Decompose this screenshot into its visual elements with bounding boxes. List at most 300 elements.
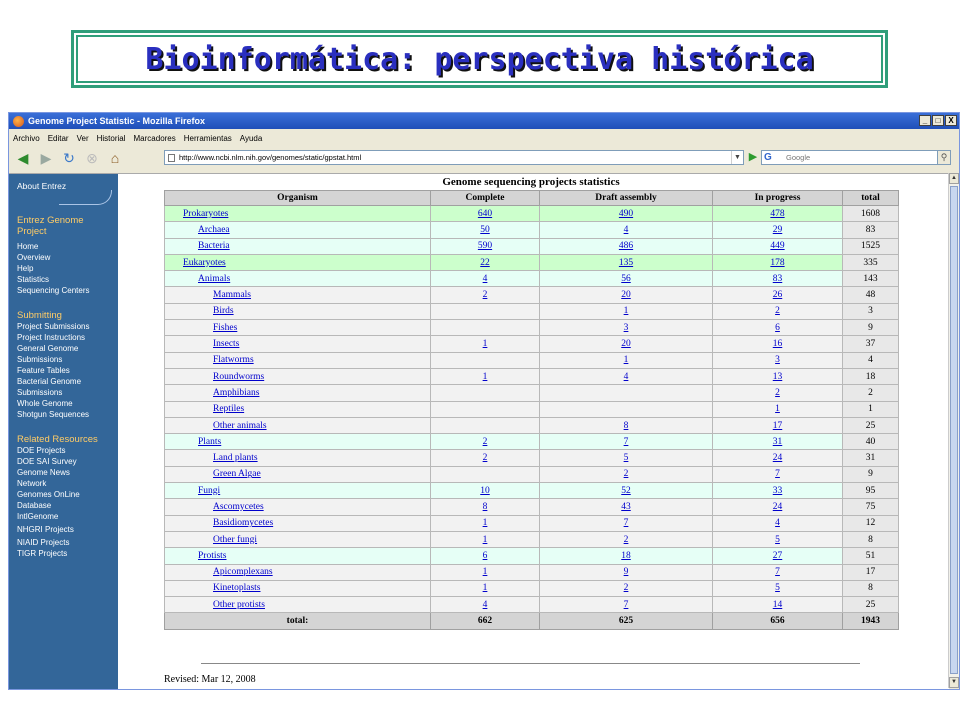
draft-link[interactable]: 490 [618, 208, 634, 219]
complete-cell [431, 254, 540, 270]
draft-link[interactable]: 7 [623, 518, 629, 529]
draft-cell [540, 483, 713, 499]
complete-link[interactable]: 22 [480, 257, 490, 268]
table-row [165, 531, 899, 547]
sidebar-item-intlgenome[interactable]: IntlGenome [17, 512, 59, 521]
table-row [165, 434, 899, 450]
complete-cell [431, 287, 540, 303]
header-in-progress: In progress [713, 191, 843, 206]
draft-cell [540, 385, 713, 401]
organism-cell [165, 531, 431, 547]
organism-link[interactable]: Ascomycetes [213, 501, 264, 512]
draft-cell [540, 303, 713, 319]
complete-cell [431, 401, 540, 417]
draft-cell [540, 450, 713, 466]
organism-cell [165, 548, 431, 564]
organism-cell [165, 206, 431, 222]
table-row [165, 548, 899, 564]
sidebar-item-sequencing-centers[interactable]: Sequencing Centers [17, 286, 90, 295]
complete-link[interactable]: 640 [477, 208, 493, 219]
sidebar-item-niaid-projects[interactable]: NIAID Projects [17, 538, 70, 547]
organism-link[interactable]: Land plants [213, 453, 258, 464]
progress-cell [713, 434, 843, 450]
complete-cell [431, 238, 540, 254]
scroll-down-icon[interactable]: ▼ [949, 677, 959, 688]
organism-link[interactable]: Archaea [198, 224, 230, 235]
sidebar-heading-submitting: Submitting [17, 310, 62, 321]
progress-link[interactable]: 449 [770, 241, 785, 252]
close-button[interactable]: X [945, 115, 957, 126]
menu-historial[interactable]: Historial [96, 133, 126, 143]
sidebar-item-doe-sai-survey[interactable]: DOE SAI Survey [17, 457, 77, 466]
progress-cell [713, 222, 843, 238]
header-organism: Organism [165, 191, 431, 206]
complete-cell [431, 271, 540, 287]
stop-icon[interactable]: ⊗ [86, 149, 98, 166]
menu-ayuda[interactable]: Ayuda [239, 133, 263, 143]
progress-link[interactable]: 13 [772, 371, 783, 382]
progress-cell [713, 287, 843, 303]
draft-link[interactable]: 1 [623, 306, 629, 317]
organism-link[interactable]: Apicomplexans [213, 567, 273, 578]
complete-cell [431, 222, 540, 238]
sidebar-item-overview[interactable]: Overview [17, 253, 51, 262]
reload-icon[interactable]: ↻ [63, 149, 75, 166]
total-progress: 656 [713, 613, 843, 629]
organism-cell [165, 254, 431, 270]
sidebar-item-network[interactable]: Network [17, 479, 47, 488]
total-cell: 1 [843, 401, 899, 417]
draft-link[interactable]: 43 [621, 501, 631, 512]
complete-link[interactable]: 1 [482, 534, 488, 545]
complete-link[interactable]: 590 [477, 241, 493, 252]
progress-cell [713, 320, 843, 336]
organism-cell [165, 222, 431, 238]
google-logo-icon[interactable]: G [764, 152, 772, 163]
complete-link[interactable]: 4 [482, 273, 488, 284]
organism-cell [165, 368, 431, 384]
complete-cell [431, 580, 540, 596]
minimize-button[interactable]: _ [919, 115, 931, 126]
draft-cell [540, 548, 713, 564]
draft-cell [540, 515, 713, 531]
total-cell: 17 [843, 564, 899, 580]
total-cell: 95 [843, 483, 899, 499]
progress-cell [713, 368, 843, 384]
menu-ver[interactable]: Ver [76, 133, 89, 143]
organism-link[interactable]: Other animals [213, 420, 267, 431]
organism-link[interactable]: Fungi [198, 485, 221, 496]
url-text: http://www.ncbi.nlm.nih.gov/genomes/static/gpstat.html [179, 153, 362, 162]
organism-cell [165, 450, 431, 466]
progress-link[interactable]: 33 [772, 485, 783, 496]
complete-cell [431, 434, 540, 450]
draft-cell [540, 320, 713, 336]
organism-cell [165, 401, 431, 417]
organism-cell [165, 287, 431, 303]
progress-cell [713, 401, 843, 417]
progress-link[interactable]: 14 [772, 599, 783, 610]
progress-cell [713, 597, 843, 613]
draft-link[interactable]: 3 [623, 322, 629, 333]
draft-link[interactable]: 486 [618, 241, 634, 252]
organism-link[interactable]: Green Algae [213, 469, 261, 480]
complete-link[interactable]: 4 [482, 599, 488, 610]
title-bar [9, 113, 959, 129]
table-header-row [165, 191, 899, 206]
total-cell: 2 [843, 385, 899, 401]
header-complete: Complete [431, 191, 540, 206]
complete-link[interactable]: 50 [480, 224, 490, 235]
progress-link[interactable]: 29 [772, 224, 783, 235]
search-placeholder: Google [786, 153, 811, 162]
progress-cell [713, 483, 843, 499]
total-cell: 18 [843, 368, 899, 384]
complete-cell [431, 320, 540, 336]
progress-link[interactable]: 31 [772, 436, 783, 447]
organism-cell [165, 466, 431, 482]
complete-link[interactable]: 1 [482, 567, 488, 578]
sidebar-item-project-instructions[interactable]: Project Instructions [17, 333, 86, 342]
progress-link[interactable]: 2 [775, 306, 780, 317]
organism-link[interactable]: Mammals [213, 290, 251, 301]
draft-cell [540, 434, 713, 450]
table-row [165, 417, 899, 433]
total-complete: 662 [431, 613, 540, 629]
vertical-scrollbar[interactable] [948, 173, 959, 688]
progress-link[interactable]: 3 [775, 355, 780, 366]
draft-cell [540, 368, 713, 384]
home-icon[interactable]: ⌂ [110, 150, 120, 166]
progress-link[interactable]: 178 [770, 257, 785, 268]
draft-cell [540, 238, 713, 254]
organism-cell [165, 564, 431, 580]
back-arrow-icon[interactable]: ◀ [17, 149, 29, 166]
complete-link[interactable]: 1 [482, 339, 488, 350]
progress-cell [713, 303, 843, 319]
draft-link[interactable]: 4 [623, 371, 629, 382]
total-cell: 12 [843, 515, 899, 531]
organism-link[interactable]: Prokaryotes [183, 208, 229, 219]
sidebar-item-bacterial-submissions[interactable]: Submissions [17, 388, 63, 397]
url-input[interactable] [164, 150, 744, 165]
total-cell: 3 [843, 303, 899, 319]
progress-link[interactable]: 26 [772, 290, 783, 301]
sidebar-item-general-genome[interactable]: General Genome [17, 344, 79, 353]
draft-link[interactable]: 135 [618, 257, 634, 268]
total-draft: 625 [540, 613, 713, 629]
organism-cell [165, 417, 431, 433]
total-cell: 9 [843, 466, 899, 482]
organism-cell [165, 352, 431, 368]
sidebar-item-whole-genome[interactable]: Whole Genome [17, 399, 73, 408]
total-cell: 8 [843, 580, 899, 596]
draft-link[interactable]: 7 [623, 599, 629, 610]
draft-cell [540, 597, 713, 613]
sidebar-item-genome-news[interactable]: Genome News [17, 468, 70, 477]
complete-cell [431, 368, 540, 384]
draft-link[interactable]: 7 [623, 436, 629, 447]
organism-cell [165, 434, 431, 450]
organism-link[interactable]: Basidiomycetes [213, 518, 274, 529]
window-controls [919, 115, 957, 126]
progress-link[interactable]: 4 [775, 518, 780, 529]
sidebar-item-doe-projects[interactable]: DOE Projects [17, 446, 66, 455]
total-cell: 25 [843, 597, 899, 613]
organism-cell [165, 483, 431, 499]
organism-link[interactable]: Plants [198, 436, 222, 447]
organism-cell [165, 336, 431, 352]
complete-cell [431, 352, 540, 368]
page-content [9, 173, 949, 689]
footer-divider [201, 663, 860, 664]
ncbi-sidebar [9, 174, 118, 689]
complete-cell [431, 597, 540, 613]
organism-link[interactable]: Other protists [213, 599, 265, 610]
complete-link[interactable]: 2 [482, 290, 488, 301]
complete-cell [431, 385, 540, 401]
table-row [165, 254, 899, 270]
progress-link[interactable]: 1 [775, 404, 780, 415]
complete-cell [431, 564, 540, 580]
progress-link[interactable]: 24 [772, 501, 783, 512]
sidebar-item-bacterial-genome[interactable]: Bacterial Genome [17, 377, 82, 386]
menu-editar[interactable]: Editar [47, 133, 69, 143]
organism-cell [165, 499, 431, 515]
progress-cell [713, 515, 843, 531]
organism-link[interactable]: Kinetoplasts [213, 583, 261, 594]
scrollbar-thumb[interactable] [950, 186, 958, 674]
organism-link[interactable]: Fishes [213, 322, 238, 333]
progress-link[interactable]: 2 [775, 387, 780, 398]
forward-arrow-icon[interactable]: ▶ [40, 149, 52, 166]
sidebar-item-project-submissions[interactable]: Project Submissions [17, 322, 90, 331]
organism-link[interactable]: Protists [198, 550, 227, 561]
draft-link[interactable]: 56 [621, 273, 631, 284]
total-cell: 8 [843, 531, 899, 547]
progress-cell [713, 254, 843, 270]
sidebar-item-home[interactable]: Home [17, 242, 39, 251]
total-cell: 40 [843, 434, 899, 450]
progress-cell [713, 450, 843, 466]
statistics-table [164, 190, 899, 630]
complete-cell [431, 531, 540, 547]
progress-link[interactable]: 5 [775, 583, 780, 594]
total-cell: 48 [843, 287, 899, 303]
chevron-down-icon[interactable]: ▼ [731, 151, 743, 164]
draft-cell [540, 222, 713, 238]
total-cell: 1608 [843, 206, 899, 222]
organism-cell [165, 515, 431, 531]
sidebar-item-nhgri-projects[interactable]: NHGRI Projects [17, 525, 74, 534]
maximize-button[interactable]: □ [932, 115, 944, 126]
scroll-up-icon[interactable]: ▲ [949, 173, 959, 184]
sidebar-item-genomes-online[interactable]: Genomes OnLine [17, 490, 80, 499]
organism-cell [165, 303, 431, 319]
table-row [165, 352, 899, 368]
progress-link[interactable]: 17 [772, 420, 783, 431]
complete-cell [431, 548, 540, 564]
table-title: Genome sequencing projects statistics [442, 176, 620, 188]
complete-link[interactable]: 1 [482, 371, 488, 382]
table-row [165, 515, 899, 531]
table-row [165, 580, 899, 596]
total-cell: 51 [843, 548, 899, 564]
organism-link[interactable]: Flatworms [213, 355, 254, 366]
navigation-toolbar [9, 147, 959, 169]
progress-link[interactable]: 24 [772, 453, 783, 464]
draft-cell [540, 352, 713, 368]
complete-cell [431, 483, 540, 499]
menu-archivo[interactable]: Archivo [13, 133, 40, 143]
total-cell: 31 [843, 450, 899, 466]
complete-link[interactable]: 8 [482, 501, 488, 512]
draft-cell [540, 466, 713, 482]
window-title: Genome Project Statistic - Mozilla Firefox [28, 116, 206, 126]
sidebar-item-feature-tables[interactable]: Feature Tables [17, 366, 70, 375]
draft-link[interactable]: 1 [623, 355, 629, 366]
draft-cell [540, 254, 713, 270]
go-arrow-icon[interactable]: ▶ [748, 151, 758, 163]
slide-title-box [71, 30, 888, 88]
organism-link[interactable]: Animals [198, 273, 231, 284]
draft-cell [540, 271, 713, 287]
table-row [165, 336, 899, 352]
progress-cell [713, 580, 843, 596]
complete-cell [431, 417, 540, 433]
header-draft-assembly: Draft assembly [540, 191, 713, 206]
draft-cell [540, 206, 713, 222]
draft-link[interactable]: 2 [623, 583, 629, 594]
complete-cell [431, 206, 540, 222]
menu-marcadores[interactable]: Marcadores [133, 133, 176, 143]
organism-link[interactable]: Birds [213, 306, 234, 317]
progress-cell [713, 352, 843, 368]
sidebar-item-tigr-projects[interactable]: TIGR Projects [17, 549, 68, 558]
organism-cell [165, 320, 431, 336]
draft-link[interactable]: 20 [621, 339, 631, 350]
draft-link[interactable]: 9 [623, 567, 629, 578]
table-row [165, 450, 899, 466]
organism-cell [165, 238, 431, 254]
draft-cell [540, 580, 713, 596]
total-total: 1943 [843, 613, 899, 629]
table-row [165, 597, 899, 613]
sidebar-item-help[interactable]: Help [17, 264, 34, 273]
complete-link[interactable]: 1 [482, 518, 488, 529]
complete-link[interactable]: 10 [480, 485, 490, 496]
draft-cell [540, 336, 713, 352]
complete-link[interactable]: 2 [482, 453, 488, 464]
progress-link[interactable]: 478 [770, 208, 785, 219]
complete-link[interactable]: 1 [482, 583, 488, 594]
table-row [165, 222, 899, 238]
progress-cell [713, 271, 843, 287]
progress-link[interactable]: 16 [772, 339, 783, 350]
header-total: total [843, 191, 899, 206]
organism-link[interactable]: Eukaryotes [183, 257, 226, 268]
complete-cell [431, 466, 540, 482]
firefox-icon [13, 116, 24, 127]
table-row [165, 320, 899, 336]
total-cell: 335 [843, 254, 899, 270]
sidebar-heading-genome-project: Entrez Genome Project [17, 215, 84, 237]
total-cell: 37 [843, 336, 899, 352]
progress-link[interactable]: 5 [775, 534, 780, 545]
progress-link[interactable]: 7 [775, 567, 780, 578]
sidebar-item-database[interactable]: Database [17, 501, 52, 510]
sidebar-decoration [59, 190, 112, 205]
complete-cell [431, 499, 540, 515]
sidebar-item-shotgun-sequences[interactable]: Shotgun Sequences [17, 410, 90, 419]
draft-cell [540, 564, 713, 580]
draft-cell [540, 401, 713, 417]
slide-title: Bioinformática: perspectiva histórica [145, 41, 814, 77]
draft-cell [540, 499, 713, 515]
draft-link[interactable]: 5 [623, 453, 629, 464]
progress-link[interactable]: 27 [772, 550, 783, 561]
complete-cell [431, 450, 540, 466]
menu-herramientas[interactable]: Herramientas [183, 133, 232, 143]
progress-cell [713, 499, 843, 515]
progress-cell [713, 531, 843, 547]
complete-link[interactable]: 6 [482, 550, 488, 561]
sidebar-about-entrez[interactable]: About Entrez [17, 181, 67, 191]
page-icon [168, 154, 175, 162]
draft-link[interactable]: 4 [623, 224, 629, 235]
sidebar-item-statistics[interactable]: Statistics [17, 275, 50, 284]
draft-link[interactable]: 20 [621, 290, 631, 301]
sidebar-item-submissions[interactable]: Submissions [17, 355, 63, 364]
search-input[interactable] [761, 150, 951, 165]
table-row [165, 271, 899, 287]
organism-cell [165, 271, 431, 287]
revised-date: Revised: Mar 12, 2008 [164, 674, 256, 685]
search-icon[interactable]: ⚲ [937, 150, 951, 165]
organism-link[interactable]: Amphibians [213, 387, 260, 398]
progress-link[interactable]: 83 [772, 273, 783, 284]
total-cell: 9 [843, 320, 899, 336]
organism-link[interactable]: Roundworms [213, 371, 265, 382]
progress-cell [713, 336, 843, 352]
organism-link[interactable]: Other fungi [213, 534, 258, 545]
browser-window [8, 112, 960, 690]
table-row [165, 483, 899, 499]
organism-cell [165, 580, 431, 596]
organism-link[interactable]: Bacteria [198, 241, 230, 252]
progress-link[interactable]: 6 [775, 322, 780, 333]
organism-link[interactable]: Insects [213, 339, 240, 350]
progress-link[interactable]: 7 [775, 469, 780, 480]
organism-link[interactable]: Reptiles [213, 404, 245, 415]
draft-link[interactable]: 2 [623, 469, 629, 480]
draft-link[interactable]: 2 [623, 534, 629, 545]
complete-cell [431, 336, 540, 352]
progress-cell [713, 564, 843, 580]
complete-link[interactable]: 2 [482, 436, 488, 447]
progress-cell [713, 385, 843, 401]
table-row [165, 238, 899, 254]
menu-bar [9, 130, 959, 146]
draft-link[interactable]: 18 [621, 550, 631, 561]
table-row [165, 303, 899, 319]
table-row [165, 466, 899, 482]
draft-link[interactable]: 52 [621, 485, 631, 496]
draft-link[interactable]: 8 [623, 420, 629, 431]
total-label: total: [165, 613, 431, 629]
progress-cell [713, 417, 843, 433]
total-cell: 25 [843, 417, 899, 433]
